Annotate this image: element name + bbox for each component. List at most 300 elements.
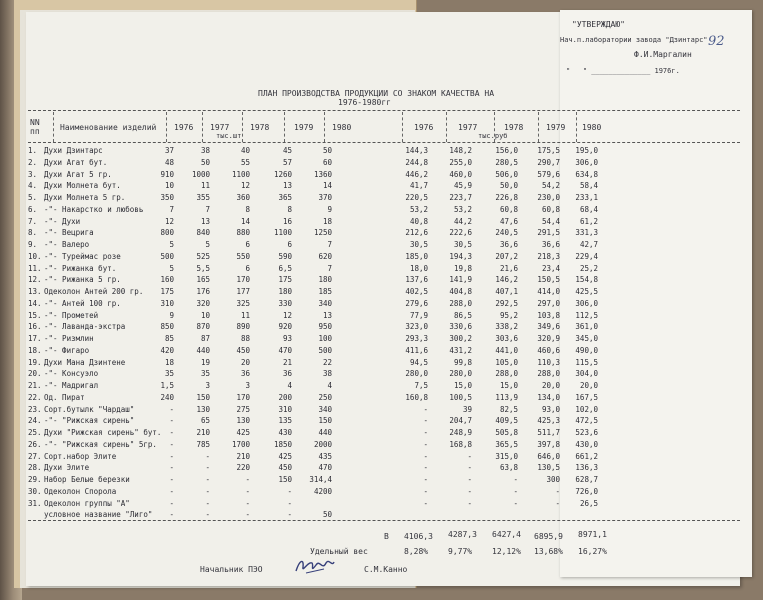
sum-cell: 288,0	[495, 369, 518, 379]
sum-cell: -	[423, 475, 428, 484]
sum-cell: 42,7	[579, 240, 598, 249]
sum-cell: 194,3	[449, 251, 472, 261]
sum-cell: 628,7	[575, 475, 598, 484]
table-row	[28, 287, 740, 297]
header-sum-year-5: 1980	[582, 123, 602, 132]
quantity-cell: 38	[322, 369, 332, 379]
quantity-cell: -	[205, 510, 210, 520]
sum-cell: 15,0	[499, 381, 518, 390]
header-number: NN пп	[30, 118, 40, 136]
quantity-cell: 1250	[313, 228, 332, 238]
product-name: условное название "Лиго"	[44, 510, 153, 520]
quantity-cell: -	[169, 475, 174, 484]
sum-cell: 315,0	[495, 451, 518, 461]
table-row	[28, 369, 740, 379]
quantity-cell: 38	[200, 146, 210, 155]
row-number: 5.	[28, 193, 38, 202]
header-year-5: 1980	[332, 123, 352, 132]
row-number: 6.	[28, 204, 38, 214]
sum-cell: 293,3	[405, 334, 428, 343]
quantity-cell: 13	[200, 216, 210, 226]
quantity-cell: 500	[318, 345, 332, 355]
quantity-cell: 45	[282, 146, 292, 155]
quantity-cell: 36	[240, 369, 250, 379]
quantity-cell: 12	[282, 310, 292, 320]
sum-cell: 45,9	[453, 181, 472, 191]
quantity-cell: 6,5	[278, 263, 292, 273]
quantity-cell: 177	[236, 287, 250, 296]
quantity-cell: 19	[200, 357, 210, 367]
sum-cell: -	[467, 451, 472, 461]
header-unit-qty: тыс.шт	[216, 132, 242, 140]
quantity-cell: 12	[240, 181, 250, 191]
quantity-cell: 55	[240, 157, 250, 167]
product-name: -"- Антей 100 гр.	[44, 298, 121, 308]
row-number: 18.	[28, 345, 42, 355]
product-name: -"- Прометей	[44, 310, 99, 320]
quantity-cell: 18	[164, 357, 174, 367]
table-row	[28, 381, 740, 391]
quantity-cell: 1360	[313, 169, 332, 179]
sum-cell: 156,0	[495, 146, 518, 155]
quantity-cell: 130	[236, 416, 250, 426]
sum-cell: 115,5	[575, 357, 598, 367]
sum-cell: 506,0	[495, 169, 518, 179]
quantity-cell: 4	[287, 381, 292, 390]
sum-cell: 54,4	[541, 216, 560, 226]
product-name: -"- Туреймас розе	[44, 251, 121, 261]
row-number: 8.	[28, 228, 38, 238]
sum-cell: 402,5	[405, 287, 428, 296]
totals-label: В	[384, 532, 389, 541]
sum-cell: 300,2	[449, 334, 472, 343]
sum-cell: 86,5	[453, 310, 472, 320]
table-row	[28, 475, 740, 485]
quantity-cell: -	[169, 404, 174, 414]
quantity-cell: 5	[169, 240, 174, 249]
header-bottom-rule	[28, 142, 740, 143]
sum-cell: 223,7	[449, 193, 472, 202]
quantity-cell: 870	[196, 322, 210, 332]
sum-cell: 303,6	[495, 334, 518, 343]
row-number: 30.	[28, 486, 42, 496]
quantity-cell: 160	[160, 275, 174, 285]
row-number: 3.	[28, 169, 38, 179]
header-year-3: 1978	[250, 123, 270, 132]
table-row	[28, 240, 740, 250]
quantity-cell: 470	[318, 463, 332, 473]
sum-cell: 306,0	[575, 298, 598, 308]
sum-cell: 230,0	[537, 193, 560, 202]
quantity-cell: 6	[245, 240, 250, 249]
quantity-cell: 10	[200, 310, 210, 320]
quantity-cell: 330	[278, 298, 292, 308]
table-row	[28, 264, 740, 274]
quantity-cell: 6	[245, 263, 250, 273]
quantity-cell: 100	[318, 334, 332, 343]
table-row	[28, 181, 740, 191]
sum-cell: 229,4	[575, 251, 598, 261]
sum-cell: 306,0	[575, 157, 598, 167]
sum-cell: 472,5	[575, 416, 598, 426]
quantity-cell: 220	[236, 463, 250, 473]
table-row	[28, 405, 740, 415]
quantity-cell: 6	[287, 240, 292, 249]
sum-cell: 102,0	[575, 404, 598, 414]
row-number: 25.	[28, 428, 42, 437]
quantity-cell: 150	[196, 392, 210, 402]
quantity-cell: 320	[196, 298, 210, 308]
table-row	[28, 334, 740, 344]
sum-cell: 26,5	[579, 498, 598, 508]
quantity-cell: 470	[278, 345, 292, 355]
sum-cell: 288,0	[537, 369, 560, 379]
sum-cell: 58,4	[579, 181, 598, 191]
sum-cell: -	[467, 486, 472, 496]
row-number: 24.	[28, 416, 42, 426]
sum-cell: -	[423, 416, 428, 426]
product-name: -"- Мадригал	[44, 381, 99, 390]
sum-cell: 154,8	[575, 275, 598, 285]
quantity-cell: 314,4	[309, 475, 332, 484]
header-sum-year-1: 1976	[414, 123, 434, 132]
sum-cell: 330,6	[449, 322, 472, 332]
sum-cell: 290,7	[537, 157, 560, 167]
quantity-cell: -	[245, 498, 250, 508]
header-top-rule	[28, 110, 740, 111]
row-number: 1.	[28, 146, 38, 155]
sum-cell: 292,5	[495, 298, 518, 308]
product-name: -"- Рижанка бут.	[44, 263, 117, 273]
sum-cell: 726,0	[575, 486, 598, 496]
quantity-cell: 11	[200, 181, 210, 191]
table-row	[28, 499, 740, 509]
header-year-2: 1977	[210, 123, 230, 132]
sum-cell: 291,5	[537, 228, 560, 238]
quantity-cell: 1700	[231, 439, 250, 449]
sum-cell: 36,6	[541, 240, 560, 249]
table-row	[28, 510, 740, 520]
row-number: 21.	[28, 381, 42, 390]
quantity-cell: 14	[240, 216, 250, 226]
quantity-cell: 1000	[191, 169, 210, 179]
quantity-cell: 200	[278, 392, 292, 402]
product-name: Набор Белые березки	[44, 475, 130, 484]
sum-cell: 146,2	[495, 275, 518, 285]
quantity-cell: 185	[318, 287, 332, 296]
table-row	[28, 311, 740, 321]
sum-cell: 460,6	[537, 345, 560, 355]
sum-cell: 255,0	[449, 157, 472, 167]
quantity-cell: -	[169, 498, 174, 508]
approval-name: Ф.И.Маргалин	[634, 50, 692, 59]
quantity-cell: 60	[322, 157, 332, 167]
quantity-cell: -	[205, 475, 210, 484]
quantity-cell: 210	[236, 451, 250, 461]
quantity-cell: -	[245, 475, 250, 484]
sum-cell: 95,2	[499, 310, 518, 320]
sum-cell: 100,5	[449, 392, 472, 402]
quantity-cell: 425	[236, 428, 250, 437]
sum-cell: 195,0	[575, 146, 598, 155]
quantity-cell: 37	[164, 146, 174, 155]
quantity-cell: 1850	[273, 439, 292, 449]
sum-cell: -	[555, 498, 560, 508]
sum-cell: 36,6	[499, 240, 518, 249]
product-name: -"- Вецрига	[44, 228, 94, 238]
sum-cell: 144,3	[405, 146, 428, 155]
sum-cell: 40,8	[409, 216, 428, 226]
row-number: 20.	[28, 369, 42, 379]
quantity-cell: -	[287, 486, 292, 496]
quantity-cell: 7	[327, 240, 332, 249]
sum-cell: 204,7	[449, 416, 472, 426]
sum-cell: 441,0	[495, 345, 518, 355]
quantity-cell: 840	[196, 228, 210, 238]
sum-cell: 112,5	[575, 310, 598, 320]
quantity-cell: 450	[278, 463, 292, 473]
sum-cell: 411,6	[405, 345, 428, 355]
sum-cell: 361,0	[575, 322, 598, 332]
sum-cell: 297,0	[537, 298, 560, 308]
table-row	[28, 158, 740, 168]
quantity-cell: 88	[240, 334, 250, 343]
quantity-cell: -	[169, 463, 174, 473]
sum-cell: 20,0	[541, 381, 560, 390]
sum-cell: 141,9	[449, 275, 472, 285]
quantity-cell: -	[169, 451, 174, 461]
row-number: 29.	[28, 475, 42, 484]
sum-cell: -	[423, 498, 428, 508]
quantity-cell: -	[169, 510, 174, 520]
approval-title: Нач.п.лаборатории завода "Дзинтарс"	[560, 36, 708, 44]
quantity-cell: 5,5	[196, 263, 210, 273]
row-number: 22.	[28, 392, 42, 402]
total-sum-1980: 8971,1	[578, 530, 607, 539]
sum-cell: 185,0	[405, 251, 428, 261]
quantity-cell: -	[205, 498, 210, 508]
sum-cell: 54,2	[541, 181, 560, 191]
product-name: -"- "Рижская сирень" 5гр.	[44, 439, 157, 449]
quantity-cell: 1100	[231, 169, 250, 179]
sum-cell: 397,8	[537, 439, 560, 449]
quantity-cell: 310	[278, 404, 292, 414]
sum-cell: 103,8	[537, 310, 560, 320]
sum-cell: -	[467, 463, 472, 473]
table-row	[28, 346, 740, 356]
row-number: 31.	[28, 498, 42, 508]
product-name: Одеколон группы "А"	[44, 498, 130, 508]
sum-cell: 220,5	[405, 193, 428, 202]
header-sum-year-3: 1978	[504, 123, 524, 132]
sum-cell: 137,6	[405, 275, 428, 285]
product-name: Духи Элите	[44, 463, 90, 473]
quantity-cell: 65	[200, 416, 210, 426]
quantity-cell: 2000	[313, 439, 332, 449]
sum-cell: 41,7	[409, 181, 428, 191]
table-row	[28, 275, 740, 285]
quantity-cell: -	[169, 439, 174, 449]
quantity-cell: 370	[318, 193, 332, 202]
sum-cell: 646,0	[537, 451, 560, 461]
sum-cell: 160,8	[405, 392, 428, 402]
quantity-cell: -	[245, 486, 250, 496]
quantity-cell: 890	[236, 322, 250, 332]
quantity-cell: 21	[282, 357, 292, 367]
quantity-cell: -	[245, 510, 250, 520]
sum-cell: 30,5	[453, 240, 472, 249]
sum-cell: 23,4	[541, 263, 560, 273]
sum-cell: 19,8	[453, 263, 472, 273]
sum-cell: 21,6	[499, 263, 518, 273]
quantity-cell: 87	[200, 334, 210, 343]
quantity-cell: 14	[322, 181, 332, 191]
header-divider	[538, 112, 539, 142]
quantity-cell: 5	[169, 263, 174, 273]
share-1976: 8,28%	[404, 547, 429, 556]
sum-cell: -	[513, 498, 518, 508]
sum-cell: 218,3	[537, 251, 560, 261]
total-sum-1976: 4106,3	[404, 532, 433, 541]
sum-cell: 523,6	[575, 428, 598, 437]
sum-cell: 323,0	[405, 322, 428, 332]
sum-cell: 222,6	[449, 228, 472, 238]
quantity-cell: 40	[240, 146, 250, 155]
row-number: 12.	[28, 275, 42, 285]
quantity-cell: 910	[160, 169, 174, 179]
sum-cell: 430,0	[575, 439, 598, 449]
row-number: 2.	[28, 157, 38, 167]
row-number: 28.	[28, 463, 42, 473]
sum-cell: 61,2	[579, 216, 598, 226]
product-name: Духи Молнета 5 гр.	[44, 193, 126, 202]
quantity-cell: 8	[287, 204, 292, 214]
product-name: Сорт.набор Элите	[44, 451, 117, 461]
sum-cell: 226,8	[495, 193, 518, 202]
total-sum-1977: 4287,3	[448, 530, 477, 539]
sum-cell: 280,5	[495, 157, 518, 167]
product-name: Духи Мана Дзинтене	[44, 357, 126, 367]
sum-cell: 77,9	[409, 310, 428, 320]
product-name: Сорт.бутылк "Чардаш"	[44, 404, 135, 414]
approval-date: " " ______________ 1976г.	[566, 67, 680, 75]
sum-cell: 175,5	[537, 146, 560, 155]
sum-cell: 409,5	[495, 416, 518, 426]
quantity-cell: 210	[196, 428, 210, 437]
sum-cell: -	[423, 428, 428, 437]
sum-cell: 233,1	[575, 193, 598, 202]
sum-cell: 338,2	[495, 322, 518, 332]
table-row	[28, 228, 740, 238]
product-name: -"- Накарстко и любовь	[44, 204, 144, 214]
quantity-cell: 880	[236, 228, 250, 238]
sum-cell: 105,0	[495, 357, 518, 367]
chief-label: Начальник ПЭО	[200, 565, 263, 574]
product-name: Духи Агат бут.	[44, 157, 108, 167]
quantity-cell: 48	[164, 157, 174, 167]
quantity-cell: 7	[169, 204, 174, 214]
sum-cell: -	[555, 486, 560, 496]
row-number: 13.	[28, 287, 42, 296]
sum-cell: -	[513, 475, 518, 484]
product-name: Духи Агат 5 гр.	[44, 169, 112, 179]
row-number: 14.	[28, 298, 42, 308]
row-number: 26.	[28, 439, 42, 449]
quantity-cell: 450	[236, 345, 250, 355]
sum-cell: 634,8	[575, 169, 598, 179]
sum-cell: -	[423, 439, 428, 449]
quantity-cell: 175	[160, 287, 174, 296]
sum-cell: 30,5	[409, 240, 428, 249]
sum-cell: 279,6	[405, 298, 428, 308]
share-1977: 9,77%	[448, 547, 473, 556]
sum-cell: 212,6	[405, 228, 428, 238]
quantity-cell: 93	[282, 334, 292, 343]
quantity-cell: 5	[205, 240, 210, 249]
header-unit-sum: тыс.руб	[478, 132, 508, 140]
sum-cell: 18,0	[409, 263, 428, 273]
sum-cell: 300	[546, 475, 560, 484]
quantity-cell: 13	[282, 181, 292, 191]
product-name: -"- Валеро	[44, 240, 90, 249]
sum-cell: 53,2	[409, 204, 428, 214]
table-row	[28, 146, 740, 156]
product-name: Од. Пират	[44, 392, 85, 402]
header-divider	[576, 112, 577, 142]
header-divider	[53, 112, 54, 142]
quantity-cell: 350	[160, 193, 174, 202]
sum-cell: 148,2	[449, 146, 472, 155]
sum-cell: 349,6	[537, 322, 560, 332]
quantity-cell: 50	[322, 510, 332, 520]
quantity-cell: 50	[322, 146, 332, 155]
quantity-cell: 250	[318, 392, 332, 402]
quantity-cell: 10	[164, 181, 174, 191]
sum-cell: 82,5	[499, 404, 518, 414]
table-row	[28, 322, 740, 332]
quantity-cell: 1100	[273, 228, 292, 238]
quantity-cell: 440	[196, 345, 210, 355]
quantity-cell: 35	[200, 369, 210, 379]
table-row	[28, 358, 740, 368]
sum-cell: 44,2	[453, 216, 472, 226]
handwritten-signature	[294, 553, 336, 579]
quantity-cell: 950	[318, 322, 332, 332]
quantity-cell: 365	[278, 193, 292, 202]
quantity-cell: 310	[160, 298, 174, 308]
sum-cell: -	[423, 486, 428, 496]
header-divider	[324, 112, 325, 142]
quantity-cell: 525	[196, 251, 210, 261]
quantity-cell: 4200	[313, 486, 332, 496]
sum-cell: 244,8	[405, 157, 428, 167]
table-row	[28, 299, 740, 309]
quantity-cell: 435	[318, 451, 332, 461]
sum-cell: 345,0	[575, 334, 598, 343]
sum-cell: 280,0	[449, 369, 472, 379]
header-divider	[242, 112, 243, 142]
quantity-cell: 3	[245, 381, 250, 390]
sum-cell: 168,8	[449, 439, 472, 449]
quantity-cell: 150	[318, 416, 332, 426]
table-row	[28, 193, 740, 203]
quantity-cell: 500	[160, 251, 174, 261]
header-divider	[402, 112, 403, 142]
sum-cell: 150,5	[537, 275, 560, 285]
quantity-cell: -	[205, 451, 210, 461]
quantity-cell: 425	[278, 451, 292, 461]
row-number: 4.	[28, 181, 38, 191]
